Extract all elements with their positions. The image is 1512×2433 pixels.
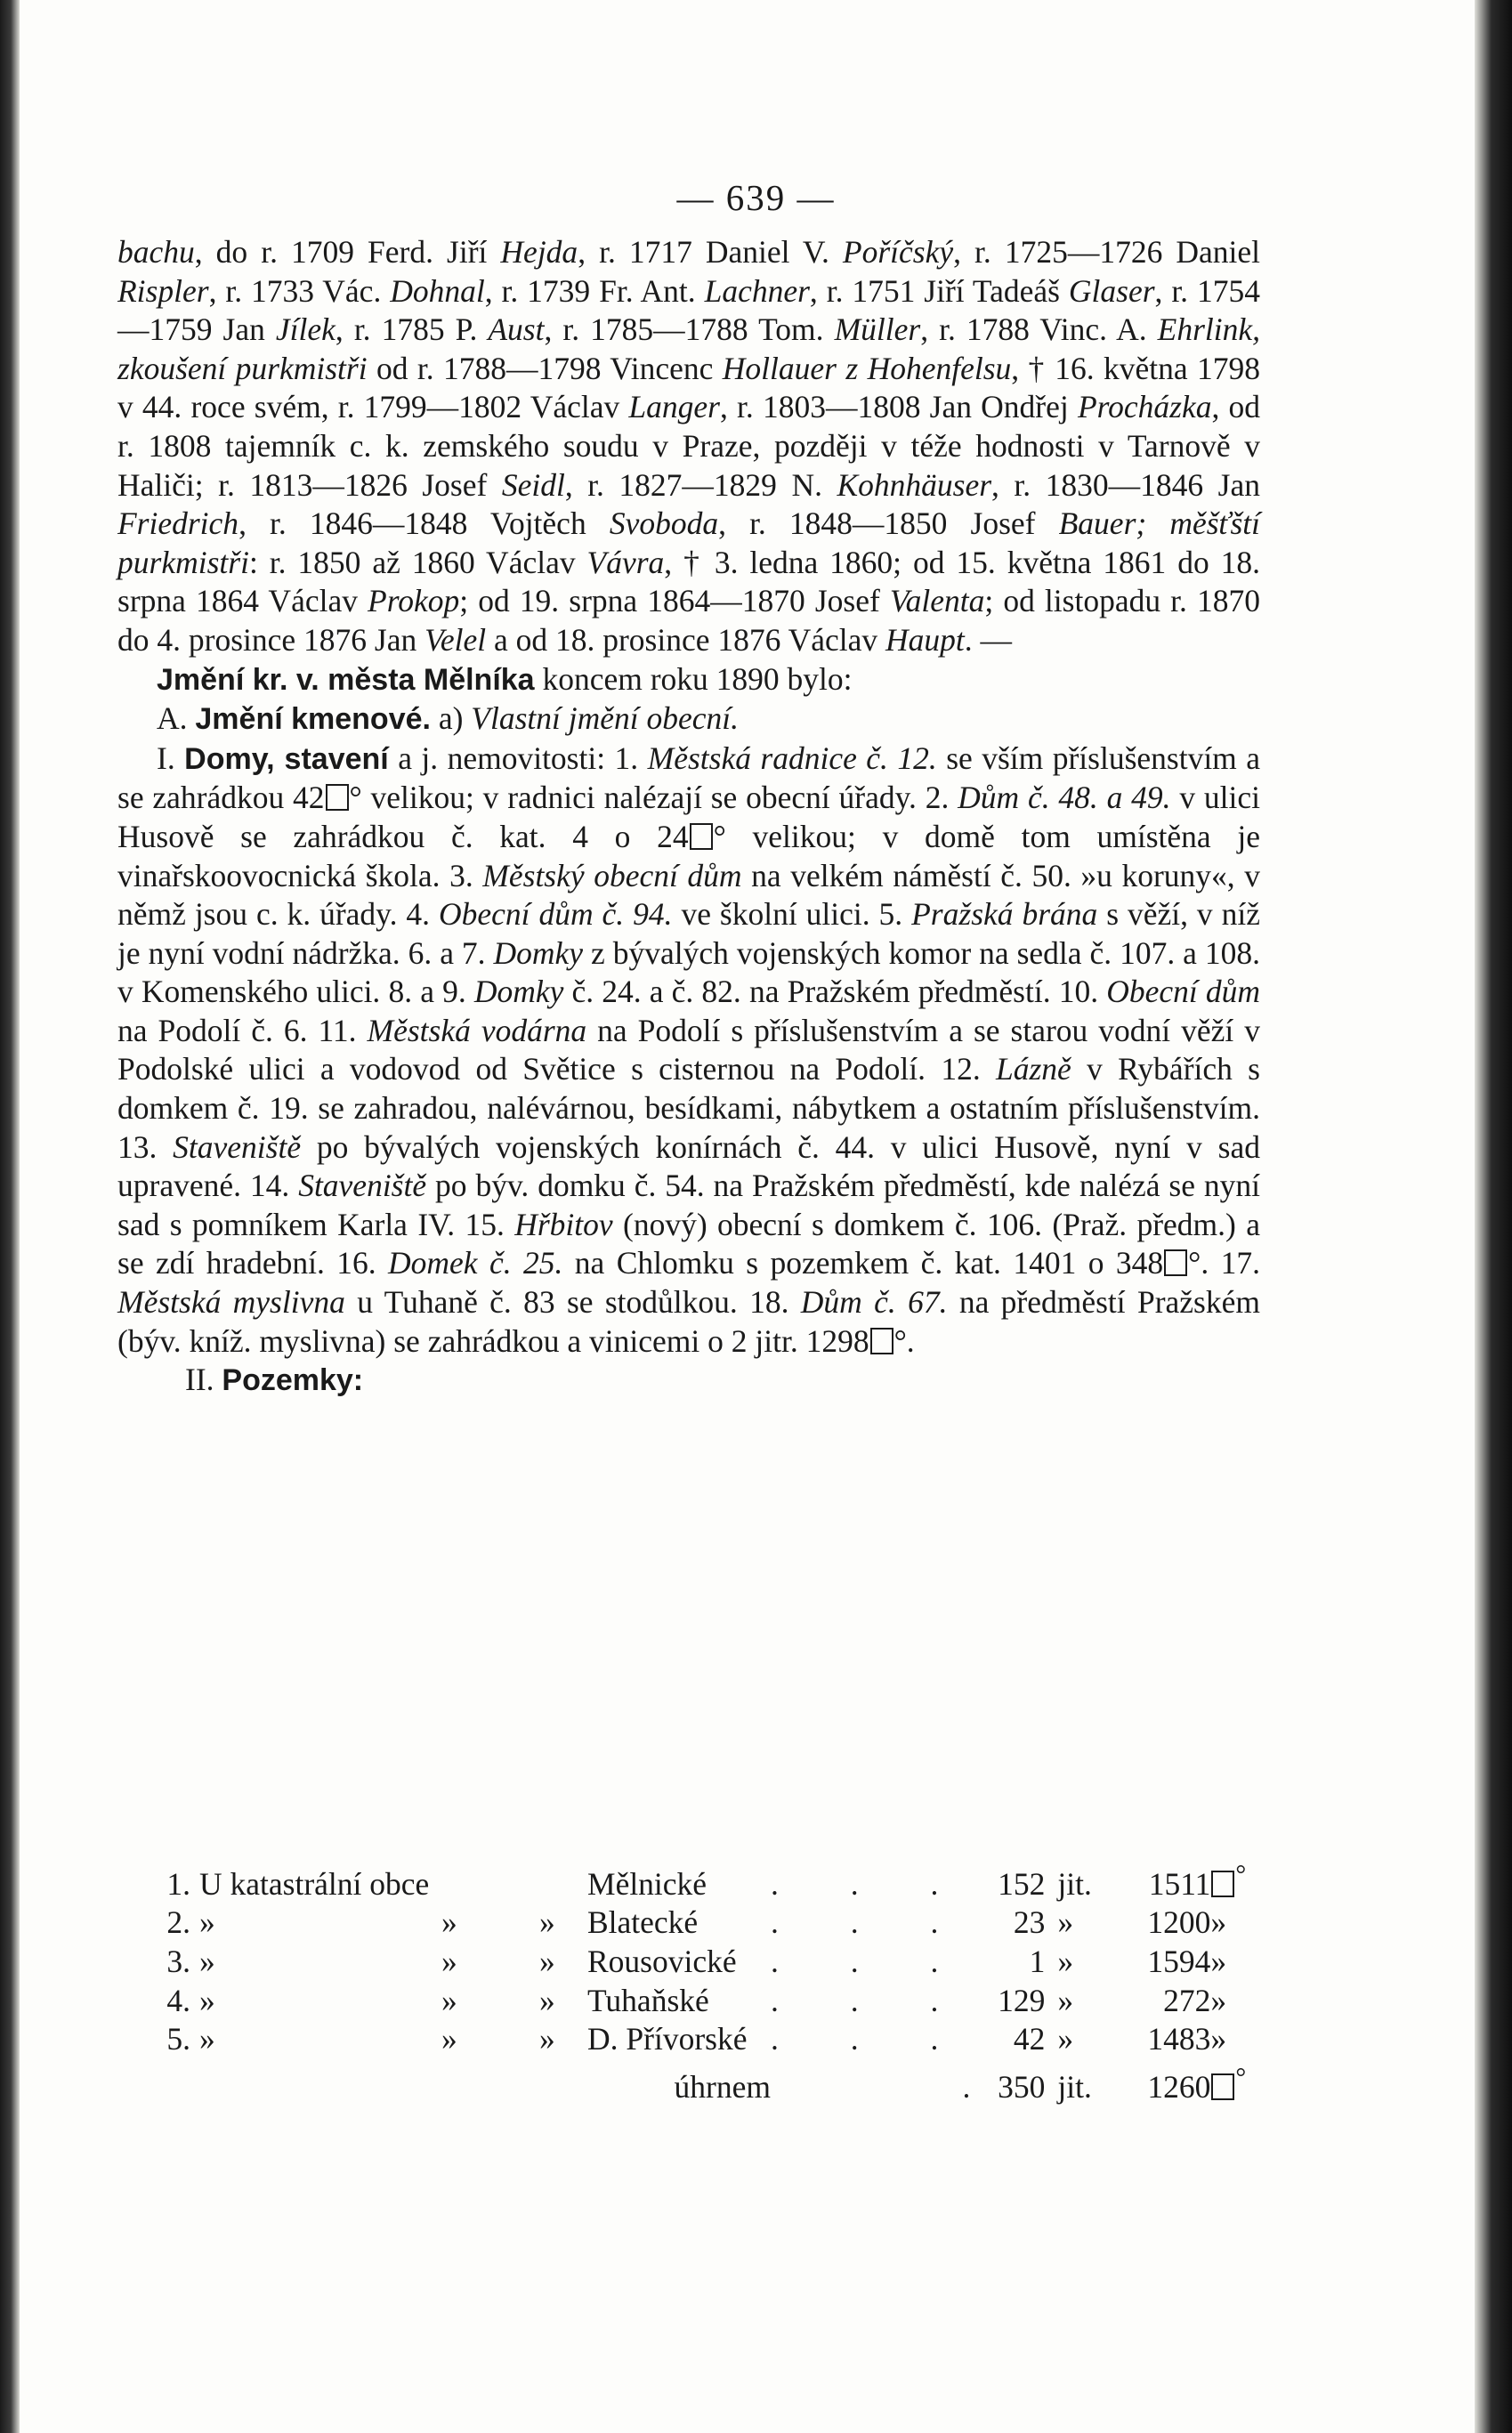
- text-run: ve školní ulici. 5.: [672, 896, 912, 933]
- table-row: [144, 1982, 1258, 2021]
- ditto-mark: »: [199, 1944, 215, 1980]
- square-unit-icon: [1164, 1249, 1187, 1276]
- table-row: [144, 1856, 1258, 1904]
- area-unit-cell: [1210, 1982, 1258, 2021]
- leader-dots: . . .: [771, 1904, 971, 1941]
- italic-name: Rispler: [117, 272, 209, 309]
- text-run: I.: [157, 740, 185, 776]
- area-unit-cell: [1210, 2059, 1258, 2106]
- text-run: °. 17.: [1188, 1245, 1260, 1281]
- italic-name: Lázně: [996, 1051, 1071, 1087]
- jitro-value: 42: [1013, 2021, 1046, 2057]
- text-run: , r. 1739 Fr. Ant.: [484, 272, 705, 309]
- ditto-mark: »: [199, 1904, 215, 1941]
- text-run: , r. 1846—1848 Vojtěch: [239, 505, 610, 542]
- italic-name: Hollauer z Hohenfelsu: [722, 350, 1012, 386]
- municipality-name: Tuhaňské: [587, 1982, 709, 2018]
- text-run: na Podolí č. 6. 11.: [117, 1012, 368, 1048]
- italic-name: Městská radnice č. 12.: [647, 740, 937, 776]
- italic-name: Kohnhäuser: [837, 466, 992, 503]
- text-run: , r. 1725—1726 Daniel: [953, 234, 1260, 270]
- text-run: a j. nemovitosti: 1.: [388, 740, 648, 776]
- text-run: , † 3. ledna 1860; od 15. května 1861 do 18. srpna 1864 Václav: [117, 544, 1260, 619]
- text-run: A.: [157, 700, 196, 737]
- degree-mark: °: [1235, 1861, 1247, 1889]
- leader-dots: . . .: [771, 1982, 971, 2018]
- text-run: s věží, v níž je nyní vodní nádržka. 6. a 7.: [117, 896, 1260, 971]
- square-fathom-value: 1483: [1147, 2021, 1211, 2057]
- italic-name: Vlastní jmění obecní.: [471, 700, 740, 737]
- italic-name: Procházka: [1077, 389, 1212, 425]
- bold-heading: Domy, stavení: [184, 741, 389, 776]
- unit-label: »: [1057, 1904, 1074, 1941]
- paragraph: [117, 740, 1260, 1362]
- ditto-mark: »: [441, 2021, 457, 2057]
- ditto-mark: »: [199, 1982, 215, 2018]
- text-run: , r. 1785—1788 Tom.: [544, 311, 835, 348]
- italic-name: Městská vodárna: [367, 1012, 587, 1048]
- italic-name: Müller: [834, 311, 921, 348]
- italic-name: Domek č. 25.: [388, 1245, 563, 1281]
- text-run: a od 18. prosince 1876 Václav: [486, 621, 885, 658]
- paragraph: [117, 699, 1260, 740]
- italic-name: Staveniště: [173, 1128, 302, 1165]
- italic-name: Vávra: [586, 544, 665, 580]
- italic-name: Poříčský: [842, 234, 954, 270]
- unit-label: jit.: [1057, 2068, 1092, 2105]
- land-table: [144, 1856, 1258, 2106]
- text-run: (nový) obecní s domkem č. 106. (Praž. předm.) a se zdí hradební. 16.: [117, 1206, 1261, 1281]
- text-run: po býv. domku č. 54. na Pražském předměstí, kde nalézá se nyní sad s pomníkem Karla IV. 15.: [117, 1168, 1261, 1242]
- leader-dots: . . .: [771, 2021, 971, 2057]
- square-unit-icon: [690, 823, 713, 850]
- total-row: [144, 2059, 1258, 2106]
- page-left-edge: [0, 0, 20, 2433]
- jitro-value: 350: [998, 2068, 1046, 2105]
- text-run: na velkém náměstí č. 50. »u koruny«, v němž jsou c. k. úřady. 4.: [117, 857, 1260, 933]
- italic-name: Seidl: [501, 466, 565, 503]
- square-unit-icon: [870, 1328, 893, 1354]
- text-run: , do r. 1709 Ferd. Jiří: [194, 234, 501, 270]
- italic-name: Prokop: [368, 583, 460, 619]
- cadastral-label: U katastrální obce: [199, 1865, 430, 1902]
- ditto-mark: »: [539, 1944, 555, 1980]
- text-run: koncem roku 1890 bylo:: [534, 660, 853, 697]
- square-unit-icon: [326, 784, 349, 811]
- text-run: ; od 19. srpna 1864—1870 Josef: [459, 583, 890, 619]
- ditto-mark: »: [1210, 1982, 1227, 2018]
- ditto-mark: »: [1210, 1904, 1227, 1941]
- ditto-mark: »: [1210, 2021, 1227, 2057]
- text-run: . —: [964, 621, 1012, 658]
- square-fathom-value: 1511: [1148, 1865, 1211, 1902]
- row-number: 2.: [166, 1904, 190, 1941]
- italic-name: Haupt: [885, 621, 965, 658]
- row-number: 1.: [166, 1865, 190, 1902]
- text-run: v ulici Husově se zahrádkou č. kat. 4 o 24: [117, 780, 1260, 854]
- italic-name: Lachner: [704, 272, 810, 309]
- page-number: — 639 —: [676, 177, 836, 218]
- bold-heading: Jmění kmenové.: [195, 702, 431, 737]
- italic-name: Ehrlink, zkoušení purkmistři: [117, 311, 1261, 386]
- paragraph: [185, 1361, 1260, 1401]
- table-row: [144, 1943, 1258, 1982]
- text-run: , r. 1785 P.: [335, 311, 489, 348]
- text-run: od r. 1788—1798 Vincenc: [367, 350, 723, 386]
- ditto-mark: »: [441, 1944, 457, 1980]
- area-unit-cell: [1210, 1904, 1258, 1943]
- square-unit-icon: [1211, 1871, 1234, 1897]
- italic-name: Domky: [493, 934, 584, 971]
- text-run: z bývalých vojenských komor na sedla č. 107. a 108. v Komenského ulici. 8. a 9.: [117, 934, 1260, 1010]
- italic-name: Velel: [424, 621, 487, 658]
- text-run: , od r. 1808 tajemník c. k. zemského soudu v Praze, později v téže hodnosti v Tarnově v Haliči; r. 1813—1826 Josef: [117, 389, 1261, 503]
- leader-dots: . . .: [771, 1865, 971, 1902]
- text-run: na předměstí Pražském (býv. kníž. myslivna) se zahrádkou a vinicemi o 2 jitr. 1298: [117, 1284, 1260, 1359]
- text-run: II.: [185, 1362, 222, 1398]
- municipality-name: Rousovické: [587, 1944, 737, 1980]
- unit-label: »: [1057, 1982, 1074, 2018]
- ditto-mark: »: [539, 2021, 555, 2057]
- text-run: , r. 1717 Daniel V.: [578, 234, 843, 270]
- spacer-cell: [144, 2059, 587, 2106]
- italic-name: Domky: [473, 974, 564, 1010]
- text-run: , r. 1751 Jiří Tadeáš: [809, 272, 1069, 309]
- area-unit-cell: [1210, 2020, 1258, 2059]
- text-run: a): [430, 700, 472, 737]
- italic-name: bachu: [117, 234, 195, 270]
- italic-name: Pražská brána: [911, 896, 1098, 933]
- text-run: , † 16. května 1798 v 44. roce svém, r. 1799—1802 Václav: [117, 350, 1260, 425]
- total-label: úhrnem: [674, 2068, 771, 2105]
- italic-name: Hejda: [500, 234, 578, 270]
- italic-name: Bauer; měšťští purkmistři: [117, 505, 1260, 580]
- italic-name: Obecní dům č. 94.: [439, 896, 673, 933]
- bold-heading: Pozemky:: [222, 1363, 364, 1398]
- italic-name: Friedrich: [117, 505, 239, 542]
- row-number: 5.: [166, 2021, 190, 2057]
- text-run: po bývalých vojenských konírnách č. 44. v ulici Husově, nyní v sad upravené. 14.: [117, 1128, 1261, 1204]
- text-run: °.: [893, 1322, 915, 1359]
- text-run: , r. 1733 Vác.: [208, 272, 391, 309]
- text-run: se vším příslušenstvím a se zahrádkou 42: [117, 740, 1261, 816]
- ditto-mark: »: [441, 1982, 457, 2018]
- jitro-value: 23: [1013, 1904, 1046, 1941]
- italic-name: Dohnal: [390, 272, 485, 309]
- text-run: , r. 1803—1808 Jan Ondřej: [720, 389, 1078, 425]
- unit-label: »: [1057, 1944, 1074, 1980]
- square-fathom-value: 1260: [1147, 2068, 1211, 2105]
- square-fathom-value: 1594: [1147, 1944, 1211, 1980]
- text-run: u Tuhaně č. 83 se stodůlkou. 18.: [344, 1284, 801, 1321]
- italic-name: Jílek: [275, 311, 336, 348]
- jitro-value: 152: [998, 1865, 1046, 1902]
- italic-name: Aust: [488, 311, 545, 348]
- page-right-edge: [1475, 0, 1512, 2433]
- text-run: č. 24. a č. 82. na Pražském předměstí. 10.: [563, 974, 1107, 1010]
- italic-name: Glaser: [1068, 272, 1155, 309]
- leader-dots: .: [962, 2068, 971, 2105]
- italic-name: Dům č. 67.: [800, 1284, 948, 1321]
- italic-name: Staveniště: [298, 1168, 427, 1204]
- ditto-mark: »: [539, 1982, 555, 2018]
- unit-label: »: [1057, 2021, 1074, 2057]
- text-run: ° velikou; v domě tom umístěna je vinařskoovocnická škola. 3.: [117, 818, 1260, 893]
- italic-name: Městský obecní dům: [482, 857, 742, 893]
- ditto-mark: »: [1210, 1944, 1227, 1980]
- text-run: ; od listopadu r. 1870 do 4. prosince 1876 Jan: [117, 583, 1260, 658]
- unit-label: jit.: [1057, 1865, 1092, 1902]
- square-unit-icon: [1211, 2073, 1234, 2100]
- paragraph: [117, 660, 1260, 700]
- text-run: : r. 1850 až 1860 Václav: [248, 544, 587, 580]
- municipality-name: D. Přívorské: [587, 2021, 748, 2057]
- italic-name: Valenta: [889, 583, 985, 619]
- ditto-mark: »: [441, 1904, 457, 1941]
- italic-name: Hřbitov: [514, 1206, 613, 1242]
- jitro-value: 1: [1029, 1944, 1046, 1980]
- text-run: , r. 1827—1829 N.: [564, 466, 837, 503]
- municipality-name: Mělnické: [587, 1865, 707, 1902]
- text-run: na Chlomku s pozemkem č. kat. 1401 o 348: [562, 1245, 1164, 1281]
- bold-heading: Jmění kr. v. města Mělníka: [157, 662, 535, 697]
- area-unit-cell: [1210, 1856, 1258, 1904]
- degree-mark: °: [1235, 2063, 1247, 2092]
- italic-name: Městská myslivna: [117, 1284, 345, 1321]
- text-run: , r. 1830—1846 Jan: [991, 466, 1260, 503]
- square-fathom-value: 1200: [1147, 1904, 1211, 1941]
- text-run: v Rybářích s domkem č. 19. se zahradou, nalévárnou, besídkami, nábytkem a ostatním příslušenstvím. 13.: [117, 1051, 1260, 1165]
- text-run: ° velikou; v radnici nalézají se obecní úřady. 2.: [349, 780, 958, 816]
- jitro-value: 129: [998, 1982, 1046, 2018]
- body-text: [117, 233, 1260, 1401]
- area-unit-cell: [1210, 1943, 1258, 1982]
- italic-name: Obecní dům: [1106, 974, 1260, 1010]
- municipality-name: Blatecké: [587, 1904, 699, 1941]
- text-run: , r. 1848—1850 Josef: [718, 505, 1059, 542]
- table-row: [144, 2020, 1258, 2059]
- italic-name: Langer: [628, 389, 720, 425]
- ditto-mark: »: [199, 2021, 215, 2057]
- text-run: na Podolí s příslušenstvím a se starou vodní věží v Podolské ulici a vodovod od Světice s cisternou na Podolí. 12.: [117, 1012, 1260, 1087]
- text-run: , r. 1788 Vinc. A.: [920, 311, 1158, 348]
- square-fathom-value: 272: [1163, 1982, 1211, 2018]
- text-run: , r. 1754—1759 Jan: [117, 272, 1260, 348]
- row-number: 4.: [166, 1982, 190, 2018]
- table-row: [144, 1904, 1258, 1943]
- row-number: 3.: [166, 1944, 190, 1980]
- paragraph: [117, 233, 1260, 660]
- ditto-mark: »: [539, 1904, 555, 1941]
- italic-name: Dům č. 48. a 49.: [958, 780, 1171, 816]
- italic-name: Svoboda: [609, 505, 719, 542]
- leader-dots: . . .: [771, 1944, 971, 1980]
